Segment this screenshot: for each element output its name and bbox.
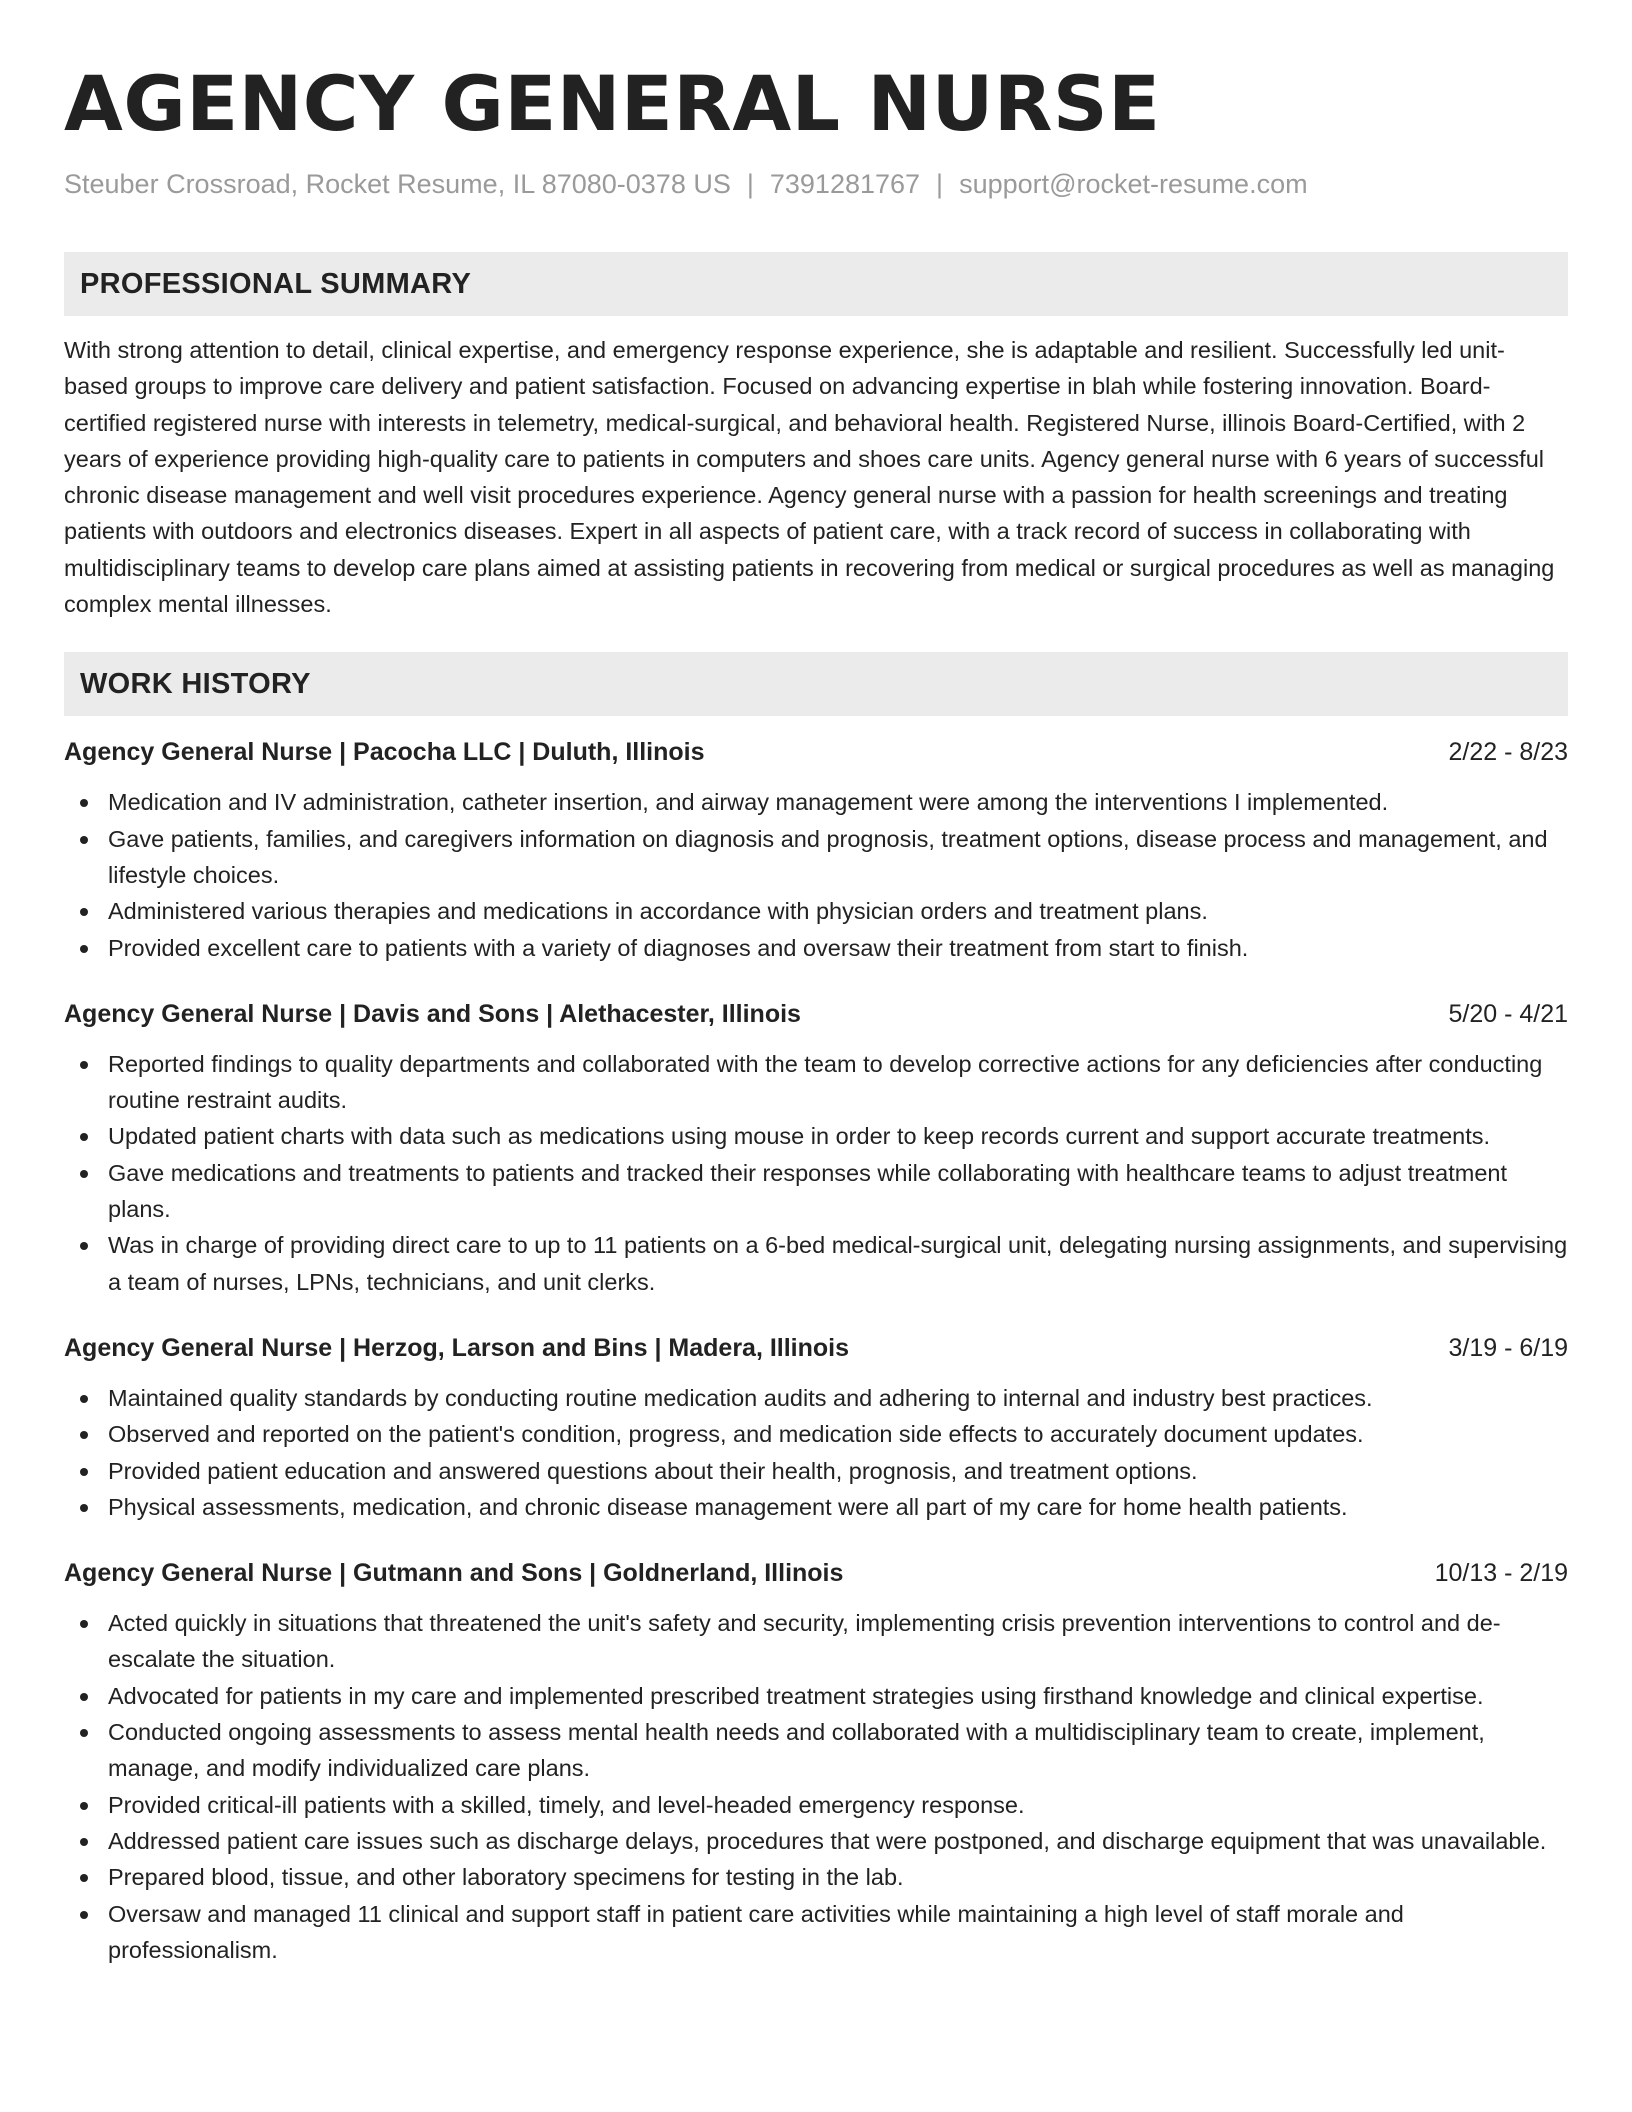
job-bullet: Acted quickly in situations that threatened the unit's safety and security, implementing crisis prevention interventions to control and de-escalate the situation. [64, 1605, 1568, 1678]
job-title: Agency General Nurse | Davis and Sons | Alethacester, Illinois [64, 999, 801, 1028]
job-entry [64, 1330, 1568, 1525]
work-history-list [64, 734, 1568, 1968]
section-title: PROFESSIONAL SUMMARY [80, 267, 472, 300]
candidate-name: AGENCY GENERAL NURSE [64, 59, 1161, 148]
contact-line [64, 166, 1568, 202]
job-dates: 2/22 - 8/23 [1448, 738, 1568, 767]
section-title: WORK HISTORY [80, 667, 311, 700]
job-bullet: Prepared blood, tissue, and other laboratory specimens for testing in the lab. [64, 1859, 1568, 1895]
job-bullet: Observed and reported on the patient's condition, progress, and medication side effects to accurately document updates. [64, 1416, 1568, 1452]
job-bullet: Advocated for patients in my care and implemented prescribed treatment strategies using firsthand knowledge and clinical expertise. [64, 1678, 1568, 1714]
job-entry [64, 996, 1568, 1300]
job-bullet: Medication and IV administration, catheter insertion, and airway management were among the interventions I implemented. [64, 784, 1568, 820]
job-dates: 3/19 - 6/19 [1448, 1333, 1568, 1362]
contact-separator: | [936, 169, 944, 199]
job-header [64, 1555, 1568, 1591]
email: support@rocket-resume.com [959, 169, 1308, 199]
job-title: Agency General Nurse | Gutmann and Sons | Goldnerland, Illinois [64, 1559, 844, 1588]
resume-page [64, 56, 1568, 1968]
job-bullets [64, 1046, 1568, 1300]
job-header [64, 1330, 1568, 1366]
job-bullet: Physical assessments, medication, and chronic disease management were all part of my care for home health patients. [64, 1489, 1568, 1525]
work-history-header [64, 652, 1568, 716]
job-bullets [64, 1380, 1568, 1525]
job-bullet: Provided critical-ill patients with a skilled, timely, and level-headed emergency response. [64, 1787, 1568, 1823]
job-entry [64, 1555, 1568, 1968]
job-title: Agency General Nurse | Pacocha LLC | Duluth, Illinois [64, 738, 705, 767]
summary-text: With strong attention to detail, clinical expertise, and emergency response experience, she is adaptable and resilient. Successfully led unit-based groups to improve care delivery and patient satisfaction. Focused on advancing expertise in blah while fostering innovation. Board-certified registered nurse with interests in telemetry, medical-surgical, and behavioral health. Registered Nurse, illinois Board-Certified, with 2 years of experience providing high-quality care to patients in computers and shoes care units. Agency general nurse with 6 years of successful chronic disease management and well visit procedures experience. Agency general nurse with a passion for health screenings and treating patients with outdoors and electronics diseases. Expert in all aspects of patient care, with a track record of success in collaborating with multidisciplinary teams to develop care plans aimed at assisting patients in recovering from medical or surgical procedures as well as managing complex mental illnesses. [64, 337, 1555, 618]
job-bullet: Gave medications and treatments to patients and tracked their responses while collaborating with healthcare teams to adjust treatment plans. [64, 1155, 1568, 1228]
address: Steuber Crossroad, Rocket Resume, IL 87080-0378 US [64, 169, 731, 199]
contact-separator: | [746, 169, 754, 199]
job-bullet: Provided excellent care to patients with a variety of diagnoses and oversaw their treatment from start to finish. [64, 930, 1568, 966]
job-bullet: Oversaw and managed 11 clinical and support staff in patient care activities while maintaining a high level of staff morale and professionalism. [64, 1896, 1568, 1969]
job-bullets [64, 784, 1568, 965]
job-bullet: Conducted ongoing assessments to assess mental health needs and collaborated with a multidisciplinary team to create, implement, manage, and modify individualized care plans. [64, 1714, 1568, 1787]
job-bullet: Updated patient charts with data such as medications using mouse in order to keep records current and support accurate treatments. [64, 1118, 1568, 1154]
job-bullet: Was in charge of providing direct care to up to 11 patients on a 6-bed medical-surgical unit, delegating nursing assignments, and supervising a team of nurses, LPNs, technicians, and unit clerks. [64, 1227, 1568, 1300]
job-bullets [64, 1605, 1568, 1968]
phone: 7391281767 [769, 169, 921, 199]
job-bullet: Maintained quality standards by conducting routine medication audits and adhering to internal and industry best practices. [64, 1380, 1568, 1416]
professional-summary-header [64, 252, 1568, 316]
job-header [64, 996, 1568, 1032]
job-bullet: Reported findings to quality departments and collaborated with the team to develop corrective actions for any deficiencies after conducting routine restraint audits. [64, 1046, 1568, 1119]
job-bullet: Gave patients, families, and caregivers information on diagnosis and prognosis, treatment options, disease process and management, and lifestyle choices. [64, 821, 1568, 894]
job-header [64, 734, 1568, 770]
job-bullet: Provided patient education and answered questions about their health, prognosis, and treatment options. [64, 1453, 1568, 1489]
job-dates: 10/13 - 2/19 [1434, 1559, 1568, 1588]
job-bullet: Administered various therapies and medications in accordance with physician orders and treatment plans. [64, 893, 1568, 929]
job-title: Agency General Nurse | Herzog, Larson and Bins | Madera, Illinois [64, 1333, 850, 1362]
job-entry [64, 734, 1568, 965]
job-dates: 5/20 - 4/21 [1448, 999, 1568, 1028]
job-bullet: Addressed patient care issues such as discharge delays, procedures that were postponed, and discharge equipment that was unavailable. [64, 1823, 1568, 1859]
